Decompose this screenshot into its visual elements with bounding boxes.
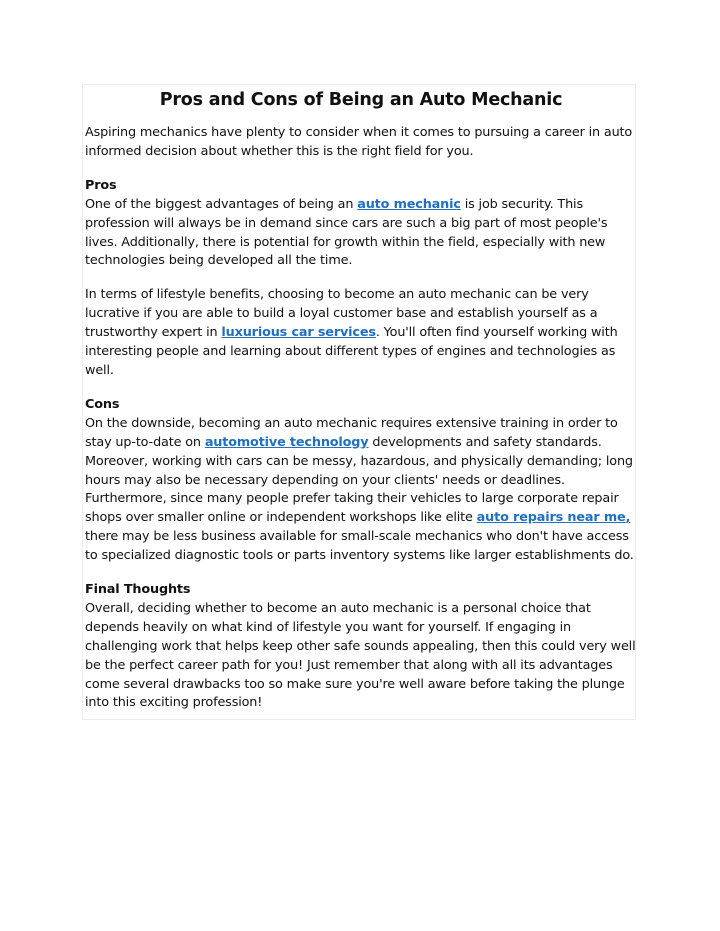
cons-text-middle: developments and safety standards. Moreover, working with cars can be messy, hazardous, and physically demanding; long hours may also be necessary depending on your clients' needs or deadlines. Furthermore, since many people prefer taking their vehicles to large corporate repair shops over smaller online or independent workshops like elite xyxy=(85,434,633,526)
intro-paragraph: Aspiring mechanics have plenty to consider when it comes to pursuing a career in auto informed decision about whether this is the right field for you. xyxy=(85,125,633,159)
page-title: Pros and Cons of Being an Auto Mechanic xyxy=(159,90,563,110)
pros-heading: Pros xyxy=(85,177,117,193)
auto-repairs-near-me-link[interactable] xyxy=(477,510,631,525)
cons-heading: Cons xyxy=(85,396,120,412)
pros-p2-text-before: In terms of lifestyle benefits, choosing to become an auto mechanic can be very lucrative if you are able to build a loyal customer base and establish yourself as a trustworthy expert in xyxy=(85,287,598,341)
auto-repairs-near-me-label: auto repairs near me xyxy=(476,510,626,526)
cons-text-after: there may be less business available for small-scale mechanics who don't have access to specialized diagnostic tools or parts inventory systems like larger establishments do. xyxy=(85,529,634,564)
cons-paragraph xyxy=(85,396,637,566)
final-thoughts-text: Overall, deciding whether to become an auto mechanic is a personal choice that depends heavily on what kind of lifestyle you want for yourself. If engaging in challenging work that helps keep other safe sounds appealing, then this could very well be the perfect career path for you! Just remember that along with all its advantages come several drawbacks too so make sure you're well aware before taking the plunge into this exciting profession! xyxy=(85,600,636,711)
pros-p1-text-before: One of the biggest advantages of being an xyxy=(85,196,358,212)
pros-p1-text-after: is job security. This profession will always be in demand since cars are such a big part of most people's lives. Additionally, there is potential for growth within the field, especially with new technologies being developed all the time. xyxy=(85,196,608,269)
pros-paragraph-1 xyxy=(85,177,637,272)
article-body xyxy=(85,88,637,728)
auto-mechanic-link[interactable]: auto mechanic xyxy=(357,196,461,212)
auto-repairs-link-punct: , xyxy=(625,510,631,526)
final-thoughts-heading: Final Thoughts xyxy=(85,582,191,598)
automotive-technology-link[interactable]: automotive technology xyxy=(204,434,369,450)
pros-paragraph-2 xyxy=(85,286,637,381)
final-thoughts-paragraph xyxy=(85,581,637,713)
luxurious-car-services-link[interactable]: luxurious car services xyxy=(221,325,376,341)
cons-text-before: On the downside, becoming an auto mechanic requires extensive training in order to stay up-to-date on xyxy=(85,415,618,450)
pros-p2-text-after: . You'll often find yourself working with interesting people and learning about different types of engines and technologies as well. xyxy=(85,325,618,378)
